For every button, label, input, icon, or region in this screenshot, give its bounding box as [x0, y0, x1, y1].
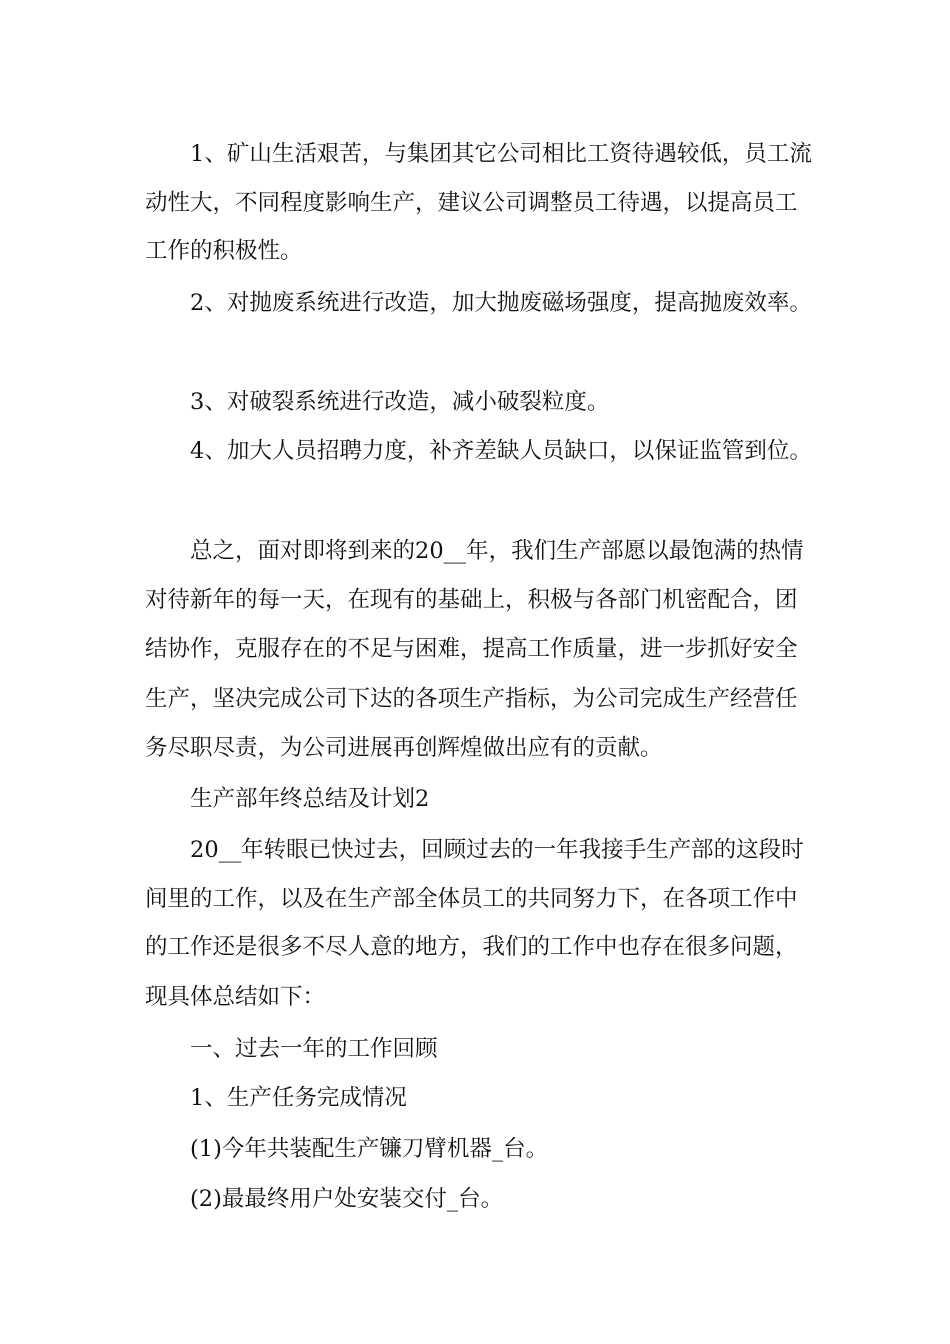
paragraph-line: 对待新年的每一天，在现有的基础上，积极与各部门机密配合，团 — [145, 587, 798, 613]
paragraph-line: 工作的积极性。 — [145, 238, 303, 264]
list-item: (1)今年共装配生产镰刀臂机器_台。 — [190, 1136, 549, 1162]
paragraph-line: 生产，坚决完成公司下达的各项生产指标，为公司完成生产经营任 — [145, 686, 798, 712]
subsection-heading: 1、生产任务完成情况 — [190, 1085, 407, 1111]
paragraph-line: 结协作，克服存在的不足与困难，提高工作质量，进一步抓好安全 — [145, 636, 798, 662]
list-item: (2)最最终用户处安装交付_台。 — [190, 1186, 504, 1212]
paragraph-line: 20__年转眼已快过去，回顾过去的一年我接手生产部的这段时 — [190, 837, 804, 863]
section-heading: 生产部年终总结及计划2 — [190, 786, 430, 812]
paragraph-line: 务尽职尽责，为公司进展再创辉煌做出应有的贡献。 — [145, 735, 663, 761]
paragraph-line: 总之，面对即将到来的20__年，我们生产部愿以最饱满的热情 — [190, 538, 804, 564]
paragraph-line: 现具体总结如下： — [145, 984, 326, 1010]
paragraph-line: 间里的工作，以及在生产部全体员工的共同努力下，在各项工作中 — [145, 886, 798, 912]
paragraph-line: 4、加大人员招聘力度，补齐差缺人员缺口，以保证监管到位。 — [190, 438, 812, 464]
paragraph-line: 1、矿山生活艰苦，与集团其它公司相比工资待遇较低，员工流 — [190, 141, 812, 167]
section-heading: 一、过去一年的工作回顾 — [190, 1036, 438, 1062]
paragraph-line: 3、对破裂系统进行改造，减小破裂粒度。 — [190, 389, 610, 415]
paragraph-line: 动性大，不同程度影响生产，建议公司调整员工待遇，以提高员工 — [145, 190, 798, 216]
paragraph-line: 2、对抛废系统进行改造，加大抛废磁场强度，提高抛废效率。 — [190, 290, 812, 316]
paragraph-line: 的工作还是很多不尽人意的地方，我们的工作中也存在很多问题， — [145, 934, 798, 960]
